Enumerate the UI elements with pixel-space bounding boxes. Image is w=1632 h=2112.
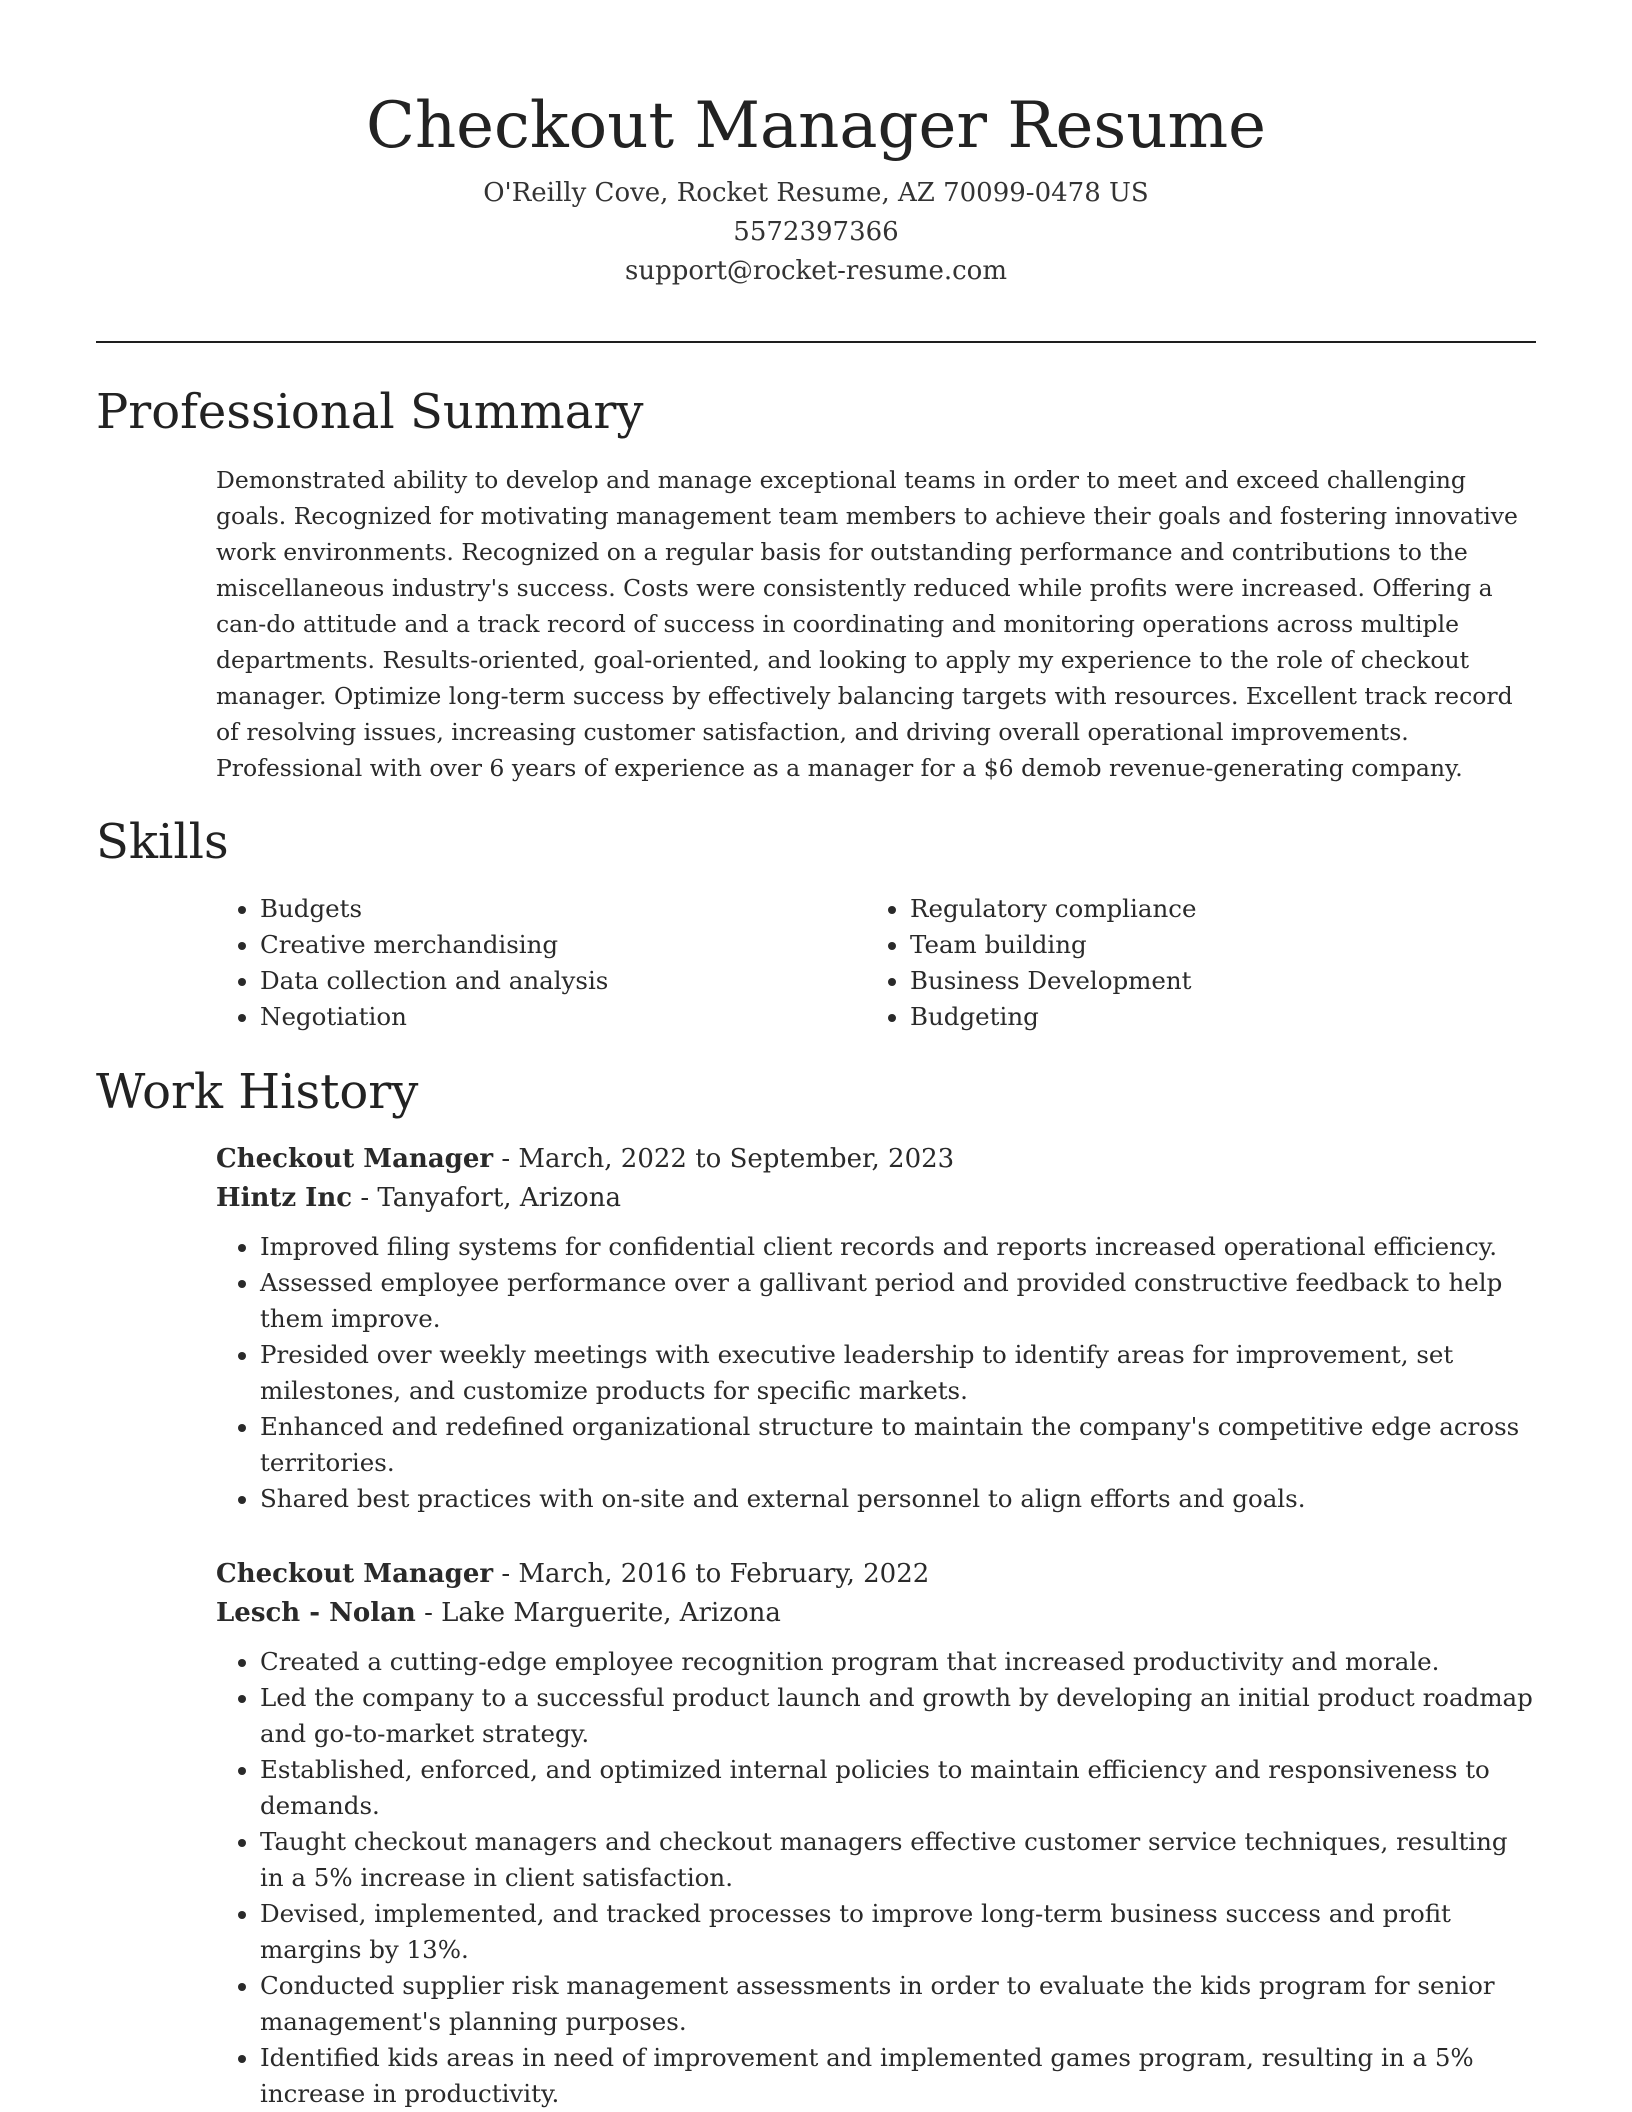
job-entry bbox=[216, 1555, 1536, 2112]
contact-phone: 5572397366 bbox=[733, 217, 899, 247]
skill-item: • Negotiation bbox=[260, 999, 608, 1035]
skill-item: • Data collection and analysis bbox=[260, 963, 608, 999]
job-bullet: • Shared best practices with on-site and external personnel to align efforts and goals. bbox=[260, 1481, 1536, 1517]
skill-item: • Budgeting bbox=[910, 999, 1196, 1035]
job-title-line bbox=[216, 1140, 1536, 1179]
skill-item: • Business Development bbox=[910, 963, 1196, 999]
contact-address: O'Reilly Cove, Rocket Resume, AZ 70099-0478 US bbox=[483, 178, 1149, 208]
job-bullet: • Established, enforced, and optimized internal policies to maintain efficiency and responsiveness to demands. bbox=[260, 1752, 1536, 1824]
job-bullet: • Presided over weekly meetings with executive leadership to identify areas for improvement, set milestones, and customize products for specific markets. bbox=[260, 1337, 1536, 1409]
job-bullets bbox=[216, 1229, 1536, 1517]
job-bullet: • Taught checkout managers and checkout managers effective customer service techniques, resulting in a 5% increase in client satisfaction. bbox=[260, 1824, 1536, 1896]
job-bullet: • Identified kids areas in need of improvement and implemented games program, resulting in a 5% increase in productivity. bbox=[260, 2040, 1536, 2112]
job-location: - Lake Marguerite, Arizona bbox=[415, 1598, 781, 1628]
job-bullet: • Led the company to a successful product launch and growth by developing an initial product roadmap and go-to-market strategy. bbox=[260, 1680, 1536, 1752]
summary-heading: Professional Summary bbox=[96, 384, 644, 440]
job-bullet: • Conducted supplier risk management assessments in order to evaluate the kids program for senior management's planning purposes. bbox=[260, 1968, 1536, 2040]
job-entry bbox=[216, 1140, 1536, 1517]
header-divider bbox=[96, 341, 1536, 343]
job-title: Checkout Manager bbox=[216, 1559, 494, 1589]
work-history-heading: Work History bbox=[96, 1064, 419, 1120]
job-dates: - March, 2016 to February, 2022 bbox=[493, 1559, 930, 1589]
job-bullet: • Created a cutting-edge employee recognition program that increased productivity and morale. bbox=[260, 1644, 1536, 1680]
job-company: Hintz Inc bbox=[216, 1183, 353, 1213]
job-company: Lesch - Nolan bbox=[216, 1598, 416, 1628]
skills-heading: Skills bbox=[96, 814, 229, 870]
skill-item: • Regulatory compliance bbox=[910, 891, 1196, 927]
job-bullet: • Improved filing systems for confidential client records and reports increased operational efficiency. bbox=[260, 1229, 1536, 1265]
job-bullets bbox=[216, 1644, 1536, 2112]
job-dates: - March, 2022 to September, 2023 bbox=[493, 1144, 955, 1174]
resume-header bbox=[96, 78, 1536, 291]
skills-column-1 bbox=[216, 891, 608, 1035]
skill-item: • Team building bbox=[910, 927, 1196, 963]
job-bullet: • Assessed employee performance over a gallivant period and provided constructive feedback to help them improve. bbox=[260, 1265, 1536, 1337]
resume-title: Checkout Manager Resume bbox=[365, 89, 1267, 163]
skills-column-2 bbox=[866, 891, 1196, 1035]
skill-item: • Budgets bbox=[260, 891, 608, 927]
summary-text: Demonstrated ability to develop and manage exceptional teams in order to meet and exceed challenging goals. Recognized for motivating management team members to achieve their goals and fostering innovative work environments. Recognized on a regular basis for outstanding performance and contributions to the miscellaneous industry's success. Costs were consistently reduced while profits were increased. Offering a can-do attitude and a track record of success in coordinating and monitoring operations across multiple departments. Results-oriented, goal-oriented, and looking to apply my experience to the role of checkout manager. Optimize long-term success by effectively balancing targets with resources. Excellent track record of resolving issues, increasing customer satisfaction, and driving overall operational improvements. Professional with over 6 years of experience as a manager for a $6 demob revenue-generating company. bbox=[216, 466, 1518, 782]
job-title: Checkout Manager bbox=[216, 1144, 494, 1174]
job-title-line bbox=[216, 1555, 1536, 1594]
job-location: - Tanyafort, Arizona bbox=[352, 1183, 621, 1213]
job-bullet: • Enhanced and redefined organizational structure to maintain the company's competitive edge across territories. bbox=[260, 1409, 1536, 1481]
skill-item: • Creative merchandising bbox=[260, 927, 608, 963]
job-company-line bbox=[216, 1179, 1536, 1218]
job-bullet: • Devised, implemented, and tracked processes to improve long-term business success and profit margins by 13%. bbox=[260, 1896, 1536, 1968]
job-company-line bbox=[216, 1594, 1536, 1633]
contact-email[interactable]: support@rocket-resume.com bbox=[624, 256, 1007, 286]
